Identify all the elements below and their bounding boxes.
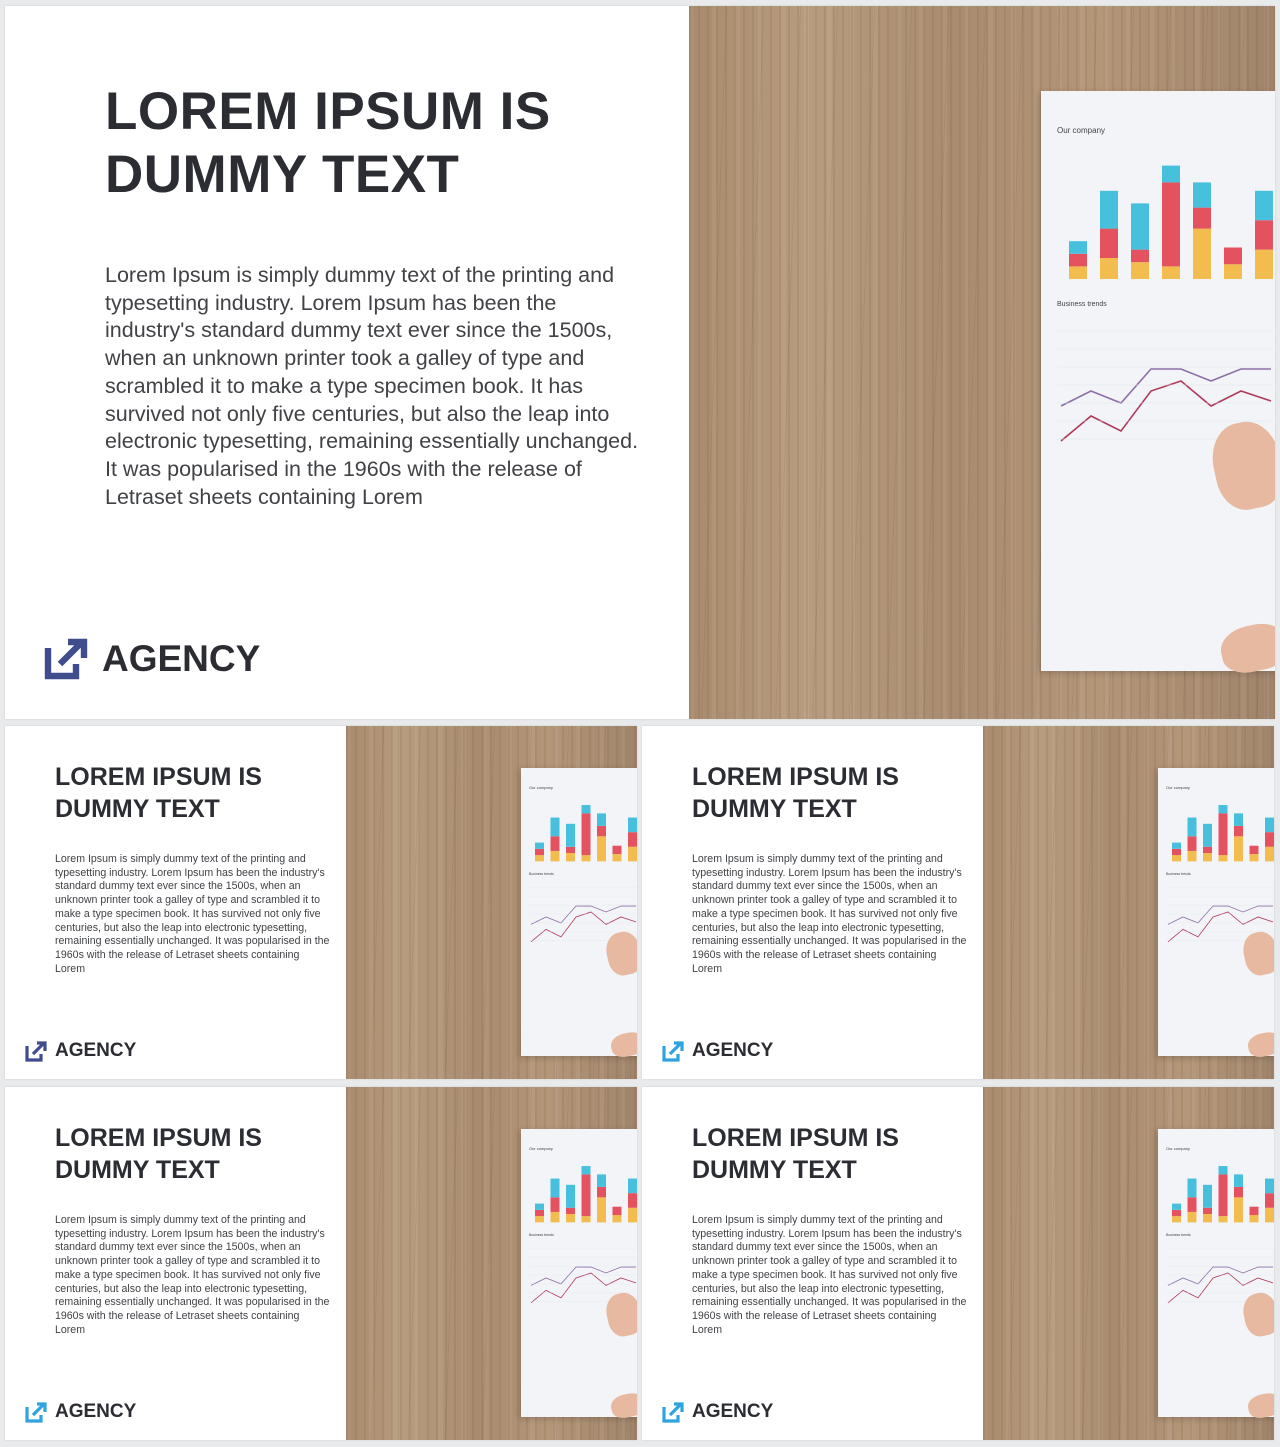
paper-bar <box>1265 1179 1274 1194</box>
wood-photo <box>346 1087 637 1440</box>
paper-bar <box>1234 1197 1243 1222</box>
paper-bar <box>1255 191 1273 220</box>
paper-bar <box>551 1179 560 1198</box>
wood-photo <box>983 726 1274 1079</box>
paper-bar <box>1069 254 1087 267</box>
report-paper <box>521 1129 637 1417</box>
paper-bar <box>628 847 637 862</box>
paper-bar <box>1131 203 1149 249</box>
report-paper <box>1158 1129 1274 1417</box>
paper-bar <box>566 824 575 847</box>
paper-bar <box>1219 1174 1228 1216</box>
paper-bar <box>613 1215 622 1222</box>
paper-trend-line <box>1061 369 1271 406</box>
paper-bar <box>1219 1166 1228 1174</box>
paper-heading: Business trends <box>1057 301 1107 308</box>
paper-bar <box>597 1197 606 1222</box>
brand-name: AGENCY <box>55 1401 137 1422</box>
paper-bar <box>535 1204 544 1210</box>
paper-bar <box>1250 1207 1259 1215</box>
report-paper <box>521 768 637 1056</box>
paper-bar <box>566 847 575 853</box>
paper-bar <box>1069 266 1087 279</box>
slide-title-line-1: LOREM IPSUM IS <box>105 82 551 141</box>
wood-photo <box>346 726 637 1079</box>
paper-heading: Our company <box>1057 126 1106 135</box>
paper-bar <box>551 818 560 837</box>
paper-bar <box>1219 855 1228 861</box>
paper-trend-line <box>531 906 636 924</box>
paper-heading: Business trends <box>1166 871 1191 876</box>
paper-bar <box>551 851 560 861</box>
paper-bar <box>1265 847 1274 862</box>
paper-bar <box>582 1216 591 1222</box>
slide-title <box>692 761 899 825</box>
text-pane <box>5 6 689 719</box>
paper-bar <box>1265 1208 1274 1223</box>
paper-bar <box>1234 1174 1243 1187</box>
paper-bar <box>1203 853 1212 861</box>
paper-bar <box>582 813 591 855</box>
expand-arrow-icon <box>25 1041 47 1062</box>
report-chart-graphic <box>1158 1129 1274 1417</box>
expand-arrow-icon <box>44 638 88 680</box>
paper-heading: Our company <box>1166 1145 1190 1151</box>
paper-bar <box>1162 266 1180 279</box>
report-paper <box>1041 91 1275 671</box>
paper-bar <box>1255 220 1273 249</box>
slide-title <box>692 1122 899 1186</box>
paper-bar <box>1188 1197 1197 1212</box>
slide-body-text: Lorem Ipsum is simply dummy text of the printing and typesetting industry. Lorem Ipsum has been the industry's standard dummy text ever since the 1500s, when an unknown printer took a galley of type and scrambled it to make a type specimen book. It has survived not only five centuries, but also the leap into electronic typesetting, remaining essentially unchanged. It was popularised in the 1960s with the release of Letraset sheets containing Lorem <box>105 263 639 509</box>
paper-bar <box>1172 855 1181 861</box>
paper-bar <box>1172 1204 1181 1210</box>
paper-bar <box>1131 250 1149 263</box>
paper-bar <box>566 1214 575 1222</box>
paper-bar <box>1100 229 1118 258</box>
slide-title-line-1: LOREM IPSUM IS <box>55 1124 262 1152</box>
paper-bar <box>566 1208 575 1214</box>
report-chart-graphic <box>521 768 637 1056</box>
paper-bar <box>535 849 544 855</box>
slide-title <box>55 761 262 825</box>
slide-title-line-2: DUMMY TEXT <box>105 145 460 204</box>
paper-bar <box>1188 818 1197 837</box>
paper-bar <box>1255 250 1273 279</box>
text-pane <box>642 1087 983 1440</box>
text-pane <box>642 726 983 1079</box>
paper-bar <box>628 1179 637 1194</box>
wood-photo <box>689 6 1275 719</box>
paper-bar <box>1100 258 1118 279</box>
paper-bar <box>1172 849 1181 855</box>
slide-body-text: Lorem Ipsum is simply dummy text of the printing and typesetting industry. Lorem Ipsum has been the industry's standard dummy text ever since the 1500s, when an unknown printer took a galley of type and scrambled it to make a type specimen book. It has survived not only five centuries, but also the leap into electronic typesetting, remaining essentially unchanged. It was popularised in the 1960s with the release of Letraset sheets containing Lorem <box>692 1214 967 1336</box>
report-chart-graphic <box>1041 91 1275 671</box>
brand-name: AGENCY <box>692 1040 774 1061</box>
brand-name: AGENCY <box>692 1401 774 1422</box>
paper-bar <box>613 1207 622 1215</box>
brand-logo <box>662 1040 773 1062</box>
paper-bar <box>1265 818 1274 833</box>
slide-title-line-2: DUMMY TEXT <box>55 795 220 823</box>
paper-bar <box>582 805 591 813</box>
paper-heading: Business trends <box>529 871 554 876</box>
paper-bar <box>1250 854 1259 861</box>
paper-bar <box>1203 1185 1212 1208</box>
brand-logo <box>662 1401 773 1423</box>
slide-title <box>105 80 551 206</box>
paper-bar <box>1234 826 1243 836</box>
paper-bar <box>597 813 606 826</box>
paper-bar <box>1250 1215 1259 1222</box>
paper-bar <box>551 1212 560 1222</box>
paper-bar <box>582 855 591 861</box>
brand-logo <box>25 1040 136 1062</box>
paper-bar <box>1234 836 1243 861</box>
paper-heading: Our company <box>529 1145 553 1151</box>
brand-logo <box>44 638 260 680</box>
text-pane <box>5 726 346 1079</box>
paper-trend-line <box>1168 906 1273 924</box>
paper-bar <box>1172 843 1181 849</box>
slide-body-text: Lorem Ipsum is simply dummy text of the printing and typesetting industry. Lorem Ipsum has been the industry's standard dummy text ever since the 1500s, when an unknown printer took a galley of type and scrambled it to make a type specimen book. It has survived not only five centuries, but also the leap into electronic typesetting, remaining essentially unchanged. It was popularised in the 1960s with the release of Letraset sheets containing Lorem <box>55 853 330 975</box>
paper-bar <box>1203 1208 1212 1214</box>
paper-bar <box>1219 1216 1228 1222</box>
slide-title <box>55 1122 262 1186</box>
paper-bar <box>535 1210 544 1216</box>
paper-bar <box>628 1208 637 1223</box>
paper-bar <box>566 853 575 861</box>
paper-bar <box>551 1197 560 1212</box>
brand-name: AGENCY <box>102 638 261 679</box>
slide-title-line-1: LOREM IPSUM IS <box>692 1124 899 1152</box>
report-chart-graphic <box>1158 768 1274 1056</box>
paper-bar <box>1162 166 1180 183</box>
paper-bar <box>1234 1187 1243 1197</box>
paper-bar <box>1219 805 1228 813</box>
slide-title-line-2: DUMMY TEXT <box>55 1156 220 1184</box>
slide-title-line-1: LOREM IPSUM IS <box>55 763 262 791</box>
expand-arrow-icon <box>25 1402 47 1423</box>
paper-heading: Business trends <box>529 1232 554 1237</box>
paper-trend-line <box>1168 1267 1273 1285</box>
expand-arrow-icon <box>662 1041 684 1062</box>
slide-thumbnail <box>5 1087 637 1440</box>
paper-bar <box>1172 1210 1181 1216</box>
paper-heading: Business trends <box>1166 1232 1191 1237</box>
paper-trend-line <box>531 1267 636 1285</box>
paper-bar <box>1100 191 1118 229</box>
paper-bar <box>1188 1179 1197 1198</box>
expand-arrow-icon <box>662 1402 684 1423</box>
report-paper <box>1158 768 1274 1056</box>
slide-thumbnail <box>5 726 637 1079</box>
slide-title-line-2: DUMMY TEXT <box>692 1156 857 1184</box>
paper-bar <box>628 1193 637 1208</box>
paper-bar <box>1224 248 1242 265</box>
slide-thumbnail <box>642 726 1274 1079</box>
paper-bar <box>551 836 560 851</box>
paper-bar <box>582 1174 591 1216</box>
text-pane <box>5 1087 346 1440</box>
paper-bar <box>1203 824 1212 847</box>
paper-bar <box>535 1216 544 1222</box>
paper-bar <box>1265 832 1274 847</box>
paper-bar <box>1193 208 1211 229</box>
paper-bar <box>535 855 544 861</box>
paper-bar <box>1188 851 1197 861</box>
report-chart-graphic <box>521 1129 637 1417</box>
paper-bar <box>1193 182 1211 207</box>
paper-bar <box>597 1187 606 1197</box>
paper-heading: Our company <box>529 784 553 790</box>
paper-heading: Our company <box>1166 784 1190 790</box>
paper-bar <box>628 818 637 833</box>
paper-bar <box>1162 182 1180 266</box>
slide-title-line-2: DUMMY TEXT <box>692 795 857 823</box>
paper-bar <box>1193 229 1211 279</box>
paper-bar <box>582 1166 591 1174</box>
paper-bar <box>535 843 544 849</box>
slide-thumbnail <box>642 1087 1274 1440</box>
paper-bar <box>1203 847 1212 853</box>
paper-bar <box>1234 813 1243 826</box>
paper-bar <box>597 836 606 861</box>
slide-body-text: Lorem Ipsum is simply dummy text of the printing and typesetting industry. Lorem Ipsum has been the industry's standard dummy text ever since the 1500s, when an unknown printer took a galley of type and scrambled it to make a type specimen book. It has survived not only five centuries, but also the leap into electronic typesetting, remaining essentially unchanged. It was popularised in the 1960s with the release of Letraset sheets containing Lorem <box>692 853 967 975</box>
paper-bar <box>1069 241 1087 254</box>
paper-bar <box>1203 1214 1212 1222</box>
paper-bar <box>628 832 637 847</box>
paper-bar <box>613 846 622 854</box>
paper-bar <box>597 826 606 836</box>
slide-title-line-1: LOREM IPSUM IS <box>692 763 899 791</box>
paper-bar <box>1188 836 1197 851</box>
paper-bar <box>597 1174 606 1187</box>
paper-bar <box>566 1185 575 1208</box>
wood-photo <box>983 1087 1274 1440</box>
brand-name: AGENCY <box>55 1040 137 1061</box>
slide-large <box>5 6 1275 719</box>
brand-logo <box>25 1401 136 1423</box>
paper-bar <box>613 854 622 861</box>
paper-bar <box>1265 1193 1274 1208</box>
slide-body-text: Lorem Ipsum is simply dummy text of the printing and typesetting industry. Lorem Ipsum has been the industry's standard dummy text ever since the 1500s, when an unknown printer took a galley of type and scrambled it to make a type specimen book. It has survived not only five centuries, but also the leap into electronic typesetting, remaining essentially unchanged. It was popularised in the 1960s with the release of Letraset sheets containing Lorem <box>55 1214 330 1336</box>
paper-bar <box>1219 813 1228 855</box>
paper-bar <box>1172 1216 1181 1222</box>
paper-bar <box>1224 264 1242 279</box>
paper-bar <box>1250 846 1259 854</box>
paper-bar <box>1131 262 1149 279</box>
paper-bar <box>1188 1212 1197 1222</box>
